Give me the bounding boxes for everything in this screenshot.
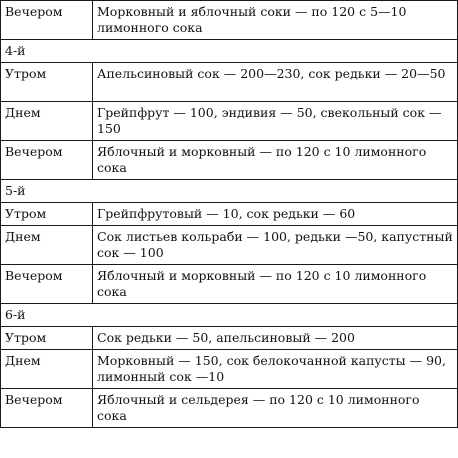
day-header-row: [1, 304, 458, 327]
meal-time: Днем: [1, 350, 93, 389]
meal-description: Яблочный и морковный — по 120 с 10 лимонного сока: [93, 265, 458, 304]
table-row: [1, 141, 458, 180]
day-header-row: [1, 180, 458, 203]
table-row: [1, 265, 458, 304]
meal-time: Утром: [1, 63, 93, 102]
meal-description: Апельсиновый сок — 200—230, сок редьки — 20—50: [93, 63, 458, 102]
meal-time: Вечером: [1, 389, 93, 428]
meal-time: Утром: [1, 327, 93, 350]
meal-description: Грейпфрутовый — 10, сок редьки — 60: [93, 203, 458, 226]
table-row: [1, 63, 458, 102]
meal-description: Грейпфрут — 100, эндивия — 50, свекольный сок — 150: [93, 102, 458, 141]
day-header-row: [1, 40, 458, 63]
meal-description: Морковный — 150, сок белокочанной капусты — 90, лимонный сок —10: [93, 350, 458, 389]
table-row: [1, 102, 458, 141]
meal-time: Днем: [1, 102, 93, 141]
table-row: [1, 389, 458, 428]
table-row: [1, 203, 458, 226]
meal-time: Днем: [1, 226, 93, 265]
meal-description: Сок редьки — 50, апельсиновый — 200: [93, 327, 458, 350]
table-row: [1, 350, 458, 389]
table-row: [1, 327, 458, 350]
meal-description: Морковный и яблочный соки — по 120 с 5—10 лимонного сока: [93, 1, 458, 40]
meal-description: Яблочный и морковный — по 120 с 10 лимонного сока: [93, 141, 458, 180]
table-row: [1, 1, 458, 40]
meal-description: Сок листьев кольраби — 100, редьки —50, капустный сок — 100: [93, 226, 458, 265]
day-label: 4-й: [1, 40, 458, 63]
meal-time: Вечером: [1, 265, 93, 304]
day-label: 5-й: [1, 180, 458, 203]
day-label: 6-й: [1, 304, 458, 327]
meal-time: Вечером: [1, 1, 93, 40]
meal-time: Вечером: [1, 141, 93, 180]
table-row: [1, 226, 458, 265]
meal-time: Утром: [1, 203, 93, 226]
meal-description: Яблочный и сельдерея — по 120 с 10 лимонного сока: [93, 389, 458, 428]
